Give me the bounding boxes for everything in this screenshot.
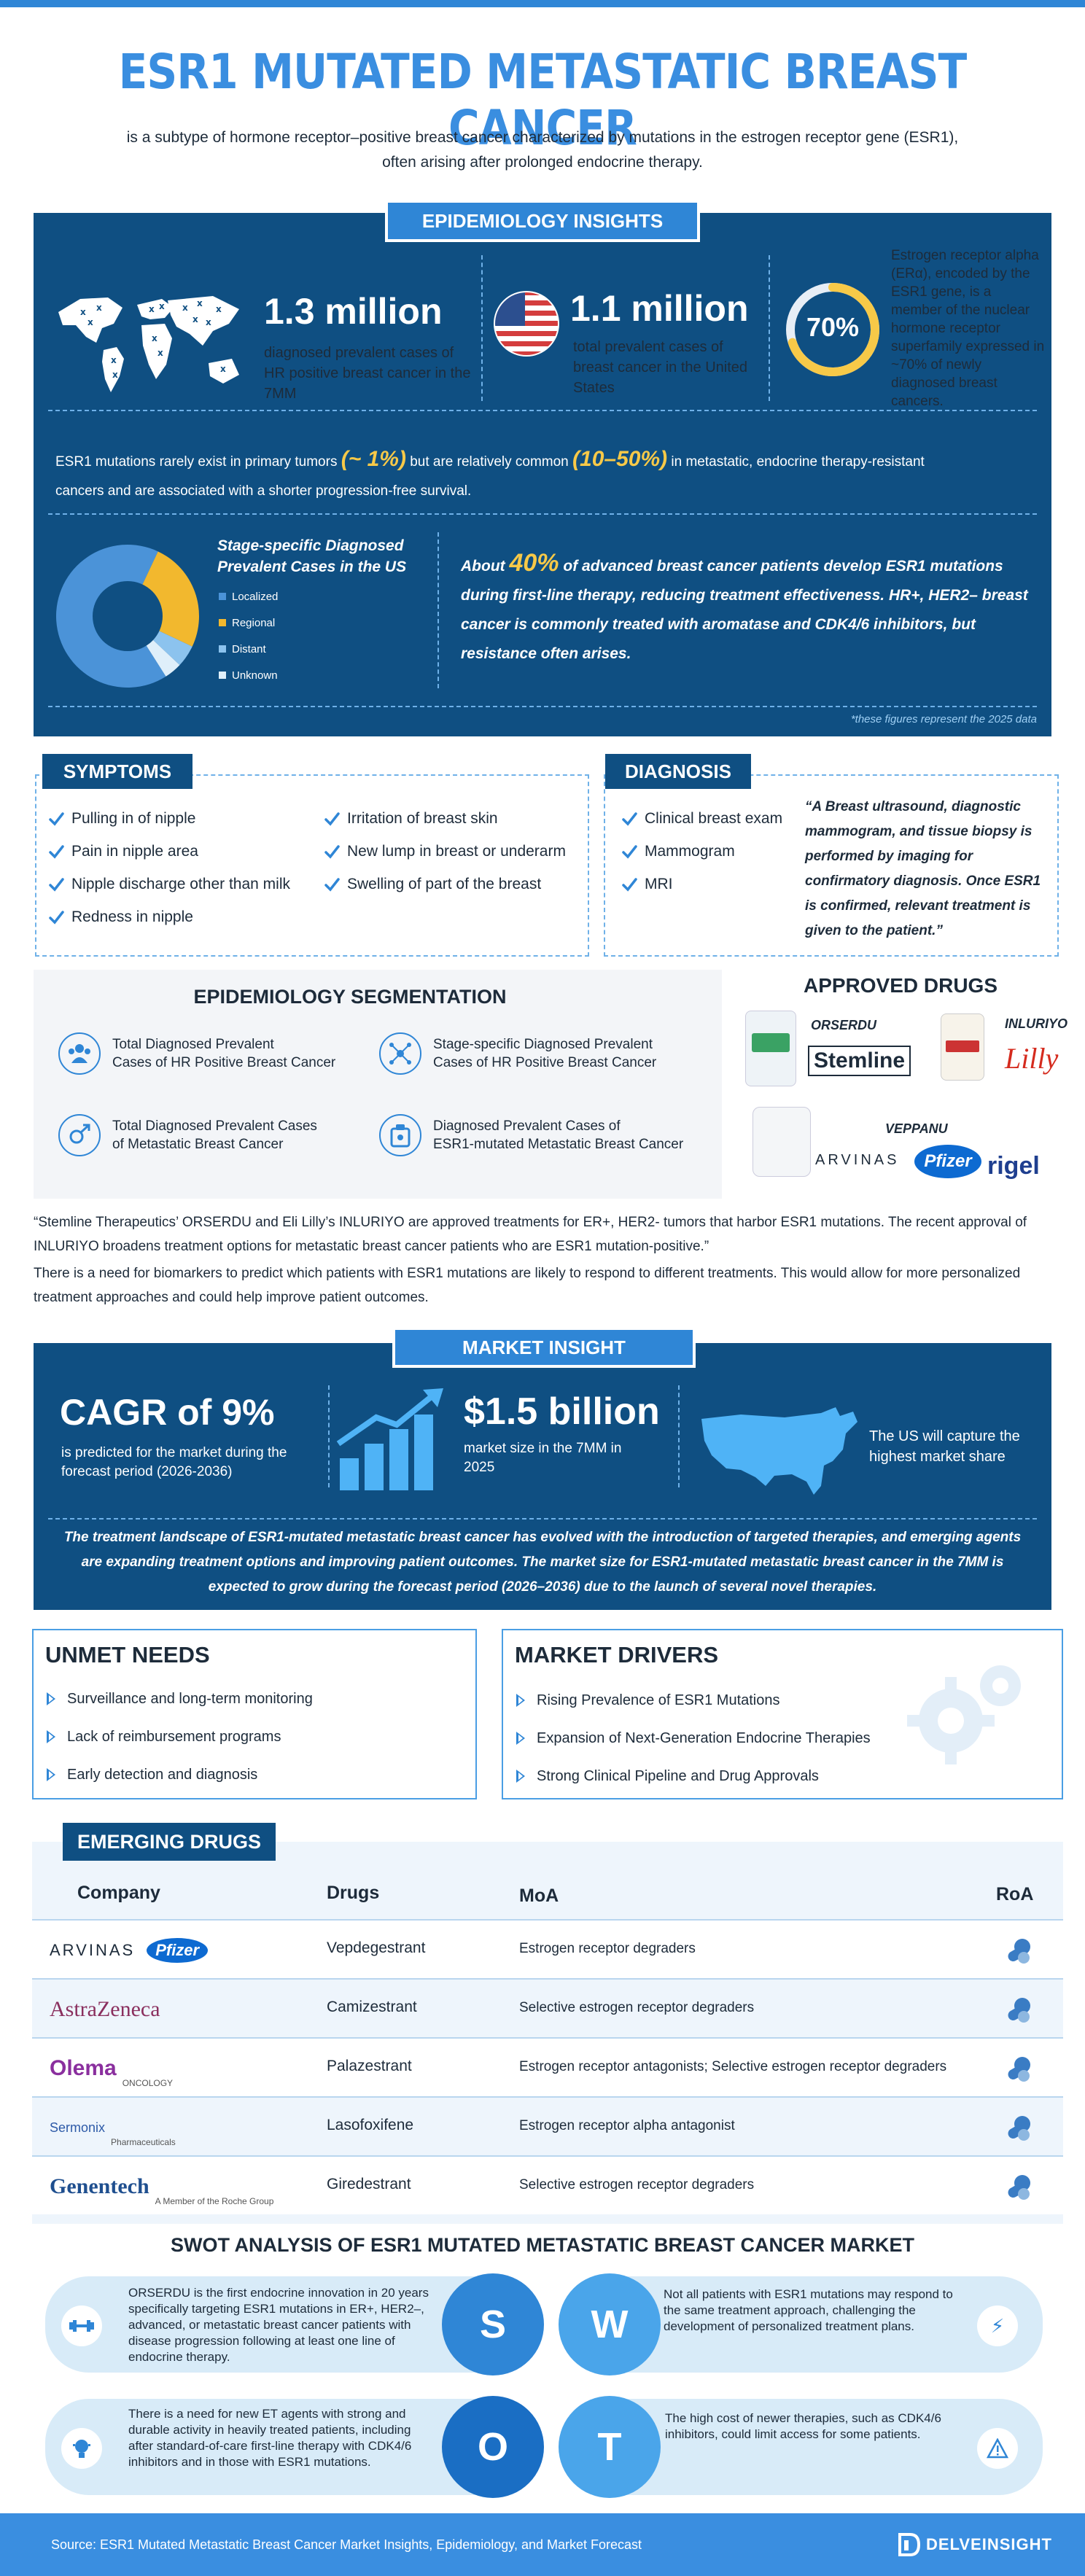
diagnosis-item — [621, 802, 796, 835]
pie-legend — [219, 583, 379, 688]
diagnosis-header: DIAGNOSIS — [605, 754, 751, 789]
chevron-right-icon — [47, 1730, 55, 1743]
swot-threat-text: The high cost of newer therapies, such as CDK4/6 inhibitors, could limit access for some patients. — [665, 2411, 941, 2441]
people-icon — [58, 1032, 101, 1075]
stat-2-value: 1.1 million — [570, 288, 749, 329]
svg-text:x: x — [216, 304, 222, 314]
stemline-logo: Stemline — [808, 1046, 911, 1076]
drug-name: Camizestrant — [327, 1999, 417, 2015]
stat-1-value: 1.3 million — [264, 291, 443, 332]
moa-text: Estrogen receptor antagonists; Selective estrogen receptor degraders — [519, 2059, 947, 2074]
swot-s-circle: S — [442, 2273, 544, 2375]
unmet-needs-header: UNMET NEEDS — [45, 1642, 210, 1668]
company-logo — [50, 2108, 283, 2147]
check-icon — [621, 811, 637, 827]
chevron-right-icon — [516, 1732, 525, 1745]
market-driver-item-label: Strong Clinical Pipeline and Drug Approvals — [537, 1767, 819, 1784]
diagnosis-item — [621, 835, 796, 868]
epi-divider-2 — [769, 255, 770, 401]
inluriyo-bottle — [941, 1013, 984, 1081]
epi-footnote: *these figures represent the 2025 data — [850, 713, 1037, 725]
approved-drugs-header: APPROVED DRUGS — [803, 974, 998, 997]
segment-line-2: Cases of HR Positive Breast Cancer — [433, 1055, 657, 1070]
table-row — [32, 2037, 1063, 2096]
segment-line-1: Total Diagnosed Prevalent — [112, 1037, 274, 1052]
orserdu-label: ORSERDU — [811, 1018, 877, 1032]
page-subtitle — [0, 125, 1085, 175]
chevron-right-icon — [47, 1768, 55, 1781]
about-highlight: 40% — [509, 549, 559, 577]
emerging-col-drugs: Drugs — [327, 1883, 380, 1903]
table-row — [32, 1978, 1063, 2037]
chevron-right-icon — [516, 1770, 525, 1783]
company-logo — [50, 2167, 283, 2206]
symptoms-col-2 — [324, 802, 586, 900]
drug-name: Giredestrant — [327, 2176, 411, 2192]
check-icon — [621, 876, 637, 892]
check-icon — [324, 811, 340, 827]
market-size-text: market size in the 7MM in 2025 — [464, 1441, 622, 1475]
market-driver-item — [516, 1757, 954, 1795]
symptom-item-label: Swelling of part of the breast — [347, 875, 542, 892]
moa-text: Estrogen receptor degraders — [519, 1941, 696, 1956]
segmentation-header: EPIDEMIOLOGY SEGMENTATION — [193, 986, 507, 1008]
epi-divider-1 — [481, 255, 483, 401]
chevron-right-icon — [47, 1692, 55, 1705]
mutation-highlight-1: (~ 1%) — [341, 447, 406, 471]
symptom-item — [48, 835, 325, 868]
market-driver-item-label: Rising Prevalence of ESR1 Mutations — [537, 1692, 780, 1708]
legend-item — [219, 610, 379, 636]
about-text-1: About — [461, 558, 510, 575]
stat-3-value: 70% — [806, 312, 860, 342]
subtitle-line-2: often arising after prolonged endocrine therapy. — [382, 154, 703, 171]
case-icon — [379, 1114, 421, 1156]
pill-icon — [1005, 2055, 1032, 2086]
check-icon — [48, 844, 64, 860]
symptom-item-label: Pulling in of nipple — [71, 809, 196, 827]
segment-line-2: Cases of HR Positive Breast Cancer — [112, 1055, 336, 1070]
segment-label — [433, 1035, 656, 1072]
symptom-item — [48, 900, 325, 933]
check-icon — [324, 876, 340, 892]
unmet-needs-list — [47, 1680, 470, 1794]
symptom-item — [324, 835, 586, 868]
stat-3-text: Estrogen receptor alpha (ERα), encoded by the ESR1 gene, is a member of the nuclear hormone receptor superfamily expressed in ~70% of newly diagnosed breast cancers. — [891, 248, 1045, 409]
company-name: ARVINAS — [50, 1941, 136, 1959]
network-icon — [379, 1032, 421, 1075]
epi-divider-3 — [438, 532, 439, 688]
company-name: AstraZeneca — [50, 1997, 160, 2021]
svg-text:x: x — [158, 348, 163, 358]
arvinas-logo: ARVINAS — [815, 1152, 900, 1168]
drug-name: Vepdegestrant — [327, 1939, 426, 1956]
pill-icon — [1005, 1996, 1032, 2027]
cagr-value: CAGR of 9% — [60, 1392, 275, 1433]
mutation-text-2: but are relatively common — [405, 454, 573, 470]
mutation-text-3: in metastatic, endocrine therapy-resistant — [667, 454, 925, 470]
symptom-item — [48, 802, 325, 835]
segment-item-2 — [379, 1032, 715, 1075]
segment-item-1 — [58, 1032, 372, 1075]
swot-w-circle: W — [559, 2273, 661, 2375]
segment-item-4 — [379, 1114, 715, 1156]
legend-item — [219, 636, 379, 662]
legend-swatch — [219, 672, 226, 679]
segment-label — [112, 1117, 317, 1153]
about-paragraph — [461, 548, 1037, 669]
svg-text:x: x — [149, 304, 155, 314]
orserdu-bottle — [745, 1011, 796, 1086]
symptom-item — [48, 868, 325, 900]
segment-line-2: of Metastatic Breast Cancer — [112, 1137, 284, 1152]
mutation-sentence — [55, 445, 1047, 506]
legend-label: Unknown — [232, 669, 278, 682]
symptoms-col-1 — [48, 802, 325, 933]
epidemiology-header: EPIDEMIOLOGY INSIGHTS — [385, 200, 700, 242]
company-name: Olema — [50, 2056, 117, 2080]
inluriyo-label: INLURIYO — [1005, 1016, 1068, 1031]
market-driver-item — [516, 1681, 954, 1719]
unmet-need-item — [47, 1680, 470, 1718]
about-text-2: of advanced breast cancer patients develop ESR1 mutations during first-line therapy, reducing treatment effectiveness. HR+, HER2– breast cancer is commonly treated with aromatase and CDK4/6 inhibitors, but resistance often arises. — [461, 558, 1028, 662]
svg-text:x: x — [96, 303, 102, 313]
legend-label: Distant — [232, 642, 266, 655]
diagnosis-list — [621, 802, 796, 900]
diagnosis-item-label: Mammogram — [645, 842, 735, 860]
growth-chart-icon — [332, 1385, 449, 1495]
svg-text:x: x — [197, 298, 203, 308]
pie-chart-title: Stage-specific Diagnosed Prevalent Cases in the US — [217, 537, 407, 575]
segment-line-1: Stage-specific Diagnosed Prevalent — [433, 1037, 653, 1052]
emerging-table — [32, 1919, 1063, 2214]
svg-text:x: x — [80, 307, 86, 317]
drug-name: Palazestrant — [327, 2058, 412, 2074]
company-name-secondary: Pfizer — [147, 1938, 208, 1963]
unmet-need-item-label: Lack of reimbursement programs — [67, 1728, 281, 1745]
legend-swatch — [219, 645, 226, 653]
legend-item — [219, 583, 379, 610]
diagnosis-item-label: Clinical breast exam — [645, 809, 783, 827]
table-row — [32, 2096, 1063, 2155]
segment-line-1: Diagnosed Prevalent Cases of — [433, 1118, 621, 1134]
symptom-item-label: Pain in nipple area — [71, 842, 198, 860]
rigel-logo: rigel — [987, 1152, 1040, 1180]
top-accent-bar — [0, 0, 1085, 7]
market-divider-2 — [678, 1385, 680, 1487]
check-icon — [48, 909, 64, 925]
cagr-text: is predicted for the market during the forecast period (2026-2036) — [61, 1445, 287, 1479]
us-share-text: The US will capture the highest market share — [869, 1428, 1020, 1465]
stage-pie-chart — [51, 540, 204, 693]
epi-rule-2 — [48, 513, 1037, 515]
company-logo — [50, 1990, 283, 2029]
market-driver-item — [516, 1719, 954, 1757]
market-driver-item-label: Expansion of Next-Generation Endocrine Therapies — [537, 1729, 871, 1746]
check-icon — [48, 811, 64, 827]
stat-2-text: total prevalent cases of breast cancer in the United States — [573, 339, 748, 396]
company-name: Sermonix — [50, 2120, 106, 2135]
world-map-icon — [51, 283, 248, 400]
page-title: ESR1 MUTATED METASTATIC BREAST CANCER — [118, 44, 967, 156]
svg-text:x: x — [220, 364, 226, 374]
company-logo — [50, 1931, 283, 1970]
us-flag-icon — [493, 290, 560, 357]
market-rule — [48, 1518, 1037, 1519]
unmet-need-item — [47, 1718, 470, 1756]
lilly-logo: Lilly — [1005, 1042, 1059, 1075]
legend-swatch — [219, 593, 226, 600]
market-divider-1 — [328, 1385, 330, 1487]
svg-text:x: x — [159, 301, 165, 311]
mutation-text-1: ESR1 mutations rarely exist in primary tumors — [55, 454, 341, 470]
strength-icon — [61, 2305, 102, 2346]
unmet-need-item — [47, 1756, 470, 1794]
delveinsight-brand: DELVEINSIGHT — [926, 2535, 1052, 2553]
check-icon — [48, 876, 64, 892]
swot-weakness-text: Not all patients with ESR1 mutations may respond to the same treatment approach, challenging the development of personalized treatment plans. — [664, 2287, 953, 2333]
segment-label — [112, 1035, 335, 1072]
weakness-icon: ⚡ — [977, 2305, 1018, 2346]
company-name: Genentech — [50, 2174, 149, 2198]
mutation-highlight-2: (10–50%) — [572, 447, 668, 471]
svg-text:x: x — [112, 370, 118, 380]
swot-t-circle: T — [559, 2396, 661, 2498]
company-name-secondary: A Member of the Roche Group — [155, 2196, 274, 2206]
segment-line-2: ESR1-mutated Metastatic Breast Cancer — [433, 1137, 684, 1152]
subtitle-line-1: is a subtype of hormone receptor–positive breast cancer characterized by mutations in the estrogen receptor gene (ESR1), — [126, 129, 959, 146]
svg-text:x: x — [152, 333, 158, 343]
pill-icon — [1005, 2114, 1032, 2145]
table-row — [32, 1919, 1063, 1978]
unmet-need-item-label: Early detection and diagnosis — [67, 1766, 258, 1783]
legend-label: Localized — [232, 590, 279, 603]
check-icon — [324, 844, 340, 860]
company-name-secondary: Pharmaceuticals — [111, 2137, 176, 2147]
moa-text: Selective estrogen receptor degraders — [519, 2177, 755, 2192]
market-drivers-list — [516, 1681, 954, 1795]
symptom-item-label: Nipple discharge other than milk — [71, 875, 290, 892]
company-name-secondary: ONCOLOGY — [122, 2078, 174, 2088]
pill-icon — [1005, 2173, 1032, 2204]
stat-1-text: diagnosed prevalent cases of HR positive breast cancer in the 7MM — [264, 345, 471, 402]
market-summary: The treatment landscape of ESR1-mutated metastatic breast cancer has evolved with the introduction of targeted therapies, and emerging agents are expanding treatment options and improving patient outcomes. The market size for ESR1-mutated metastatic breast cancer in the 7MM is expected to grow during the forecast period (2026–2036) due to the launch of several novel therapies. — [63, 1530, 1022, 1595]
symptom-item — [324, 868, 586, 900]
epi-rule-3 — [48, 706, 1037, 707]
market-header: MARKET INSIGHT — [392, 1327, 696, 1368]
delveinsight-logo — [895, 2532, 1052, 2558]
diagnosis-item — [621, 868, 796, 900]
svg-text:x: x — [206, 317, 211, 327]
pill-icon — [1005, 1937, 1032, 1968]
footer-source: Source: ESR1 Mutated Metastatic Breast Cancer Market Insights, Epidemiology, and Market Forecast — [51, 2537, 642, 2552]
emerging-col-roa: RoA — [996, 1884, 1034, 1904]
market-size-value: $1.5 billion — [464, 1390, 660, 1433]
segment-line-1: Total Diagnosed Prevalent Cases — [112, 1118, 317, 1134]
svg-text:x: x — [192, 314, 198, 324]
drug-name: Lasofoxifene — [327, 2117, 414, 2133]
swot-opportunity-text: There is a need for new ET agents with strong and durable activity in heavily treated patients, including after standard-of-care first-line therapy with CDK4/6 inhibitors and in those with ESR1 mutations. — [128, 2407, 412, 2469]
approved-paragraph-1: “Stemline Therapeutics’ ORSERDU and Eli Lilly’s INLURIYO are approved treatments for ER+, HER2- tumors that harbor ESR1 mutations. The recent approval of INLURIYO broadens treatment options for metastatic breast cancer patients who are ESR1 mutation-positive.” — [34, 1215, 1027, 1254]
veppanu-bottle — [752, 1107, 811, 1177]
symptom-item-label: Irritation of breast skin — [347, 809, 498, 827]
pfizer-logo: Pfizer — [914, 1145, 981, 1178]
warning-icon — [977, 2428, 1018, 2469]
svg-text:x: x — [111, 355, 117, 365]
legend-swatch — [219, 619, 226, 626]
check-icon — [621, 844, 637, 860]
legend-item — [219, 662, 379, 688]
chevron-right-icon — [516, 1694, 525, 1707]
unmet-need-item-label: Surveillance and long-term monitoring — [67, 1690, 313, 1707]
pie-hole — [93, 581, 163, 651]
moa-text: Estrogen receptor alpha antagonist — [519, 2118, 735, 2133]
symptom-item — [324, 802, 586, 835]
diagnosis-item-label: MRI — [645, 875, 673, 892]
opportunity-icon — [61, 2428, 102, 2469]
emerging-col-company: Company — [77, 1883, 160, 1903]
emerging-header: EMERGING DRUGS — [63, 1823, 276, 1861]
table-row — [32, 2155, 1063, 2214]
us-map-icon — [697, 1404, 862, 1499]
emerging-col-moa: MoA — [519, 1886, 559, 1906]
swot-o-circle: O — [442, 2396, 544, 2498]
market-drivers-header: MARKET DRIVERS — [515, 1642, 719, 1668]
swot-header: SWOT ANALYSIS OF ESR1 MUTATED METASTATIC BREAST CANCER MARKET — [170, 2234, 914, 2256]
moa-text: Selective estrogen receptor degraders — [519, 2000, 755, 2015]
segment-label — [433, 1117, 683, 1153]
symptoms-header: SYMPTOMS — [42, 754, 192, 789]
gender-icon — [58, 1114, 101, 1156]
swot-strength-text: ORSERDU is the first endocrine innovation in 20 years specifically targeting ESR1 mutations in ER+, HER2–, advanced, or metastatic breast cancer patients with disease progression following at least one line of endocrine therapy. — [128, 2286, 429, 2364]
veppanu-label: VEPPANU — [885, 1121, 948, 1136]
mutation-text-4: cancers and are associated with a shorter progression-free survival. — [55, 483, 472, 499]
approved-paragraph-2: There is a need for biomarkers to predict which patients with ESR1 mutations are likely to respond to different treatments. This would allow for more personalized treatment approaches and could help improve patient outcomes. — [34, 1266, 1021, 1305]
segment-item-3 — [58, 1114, 372, 1156]
symptom-item-label: New lump in breast or underarm — [347, 842, 566, 860]
diagnosis-quote: “A Breast ultrasound, diagnostic mammogram, and tissue biopsy is performed by imaging for confirmatory diagnosis. Once ESR1 is confirmed, relevant treatment is given to the patient.” — [805, 799, 1041, 938]
symptom-item-label: Redness in nipple — [71, 908, 193, 925]
company-logo — [50, 2049, 283, 2088]
svg-text:x: x — [182, 303, 188, 313]
svg-text:x: x — [88, 317, 93, 327]
legend-label: Regional — [232, 616, 276, 629]
